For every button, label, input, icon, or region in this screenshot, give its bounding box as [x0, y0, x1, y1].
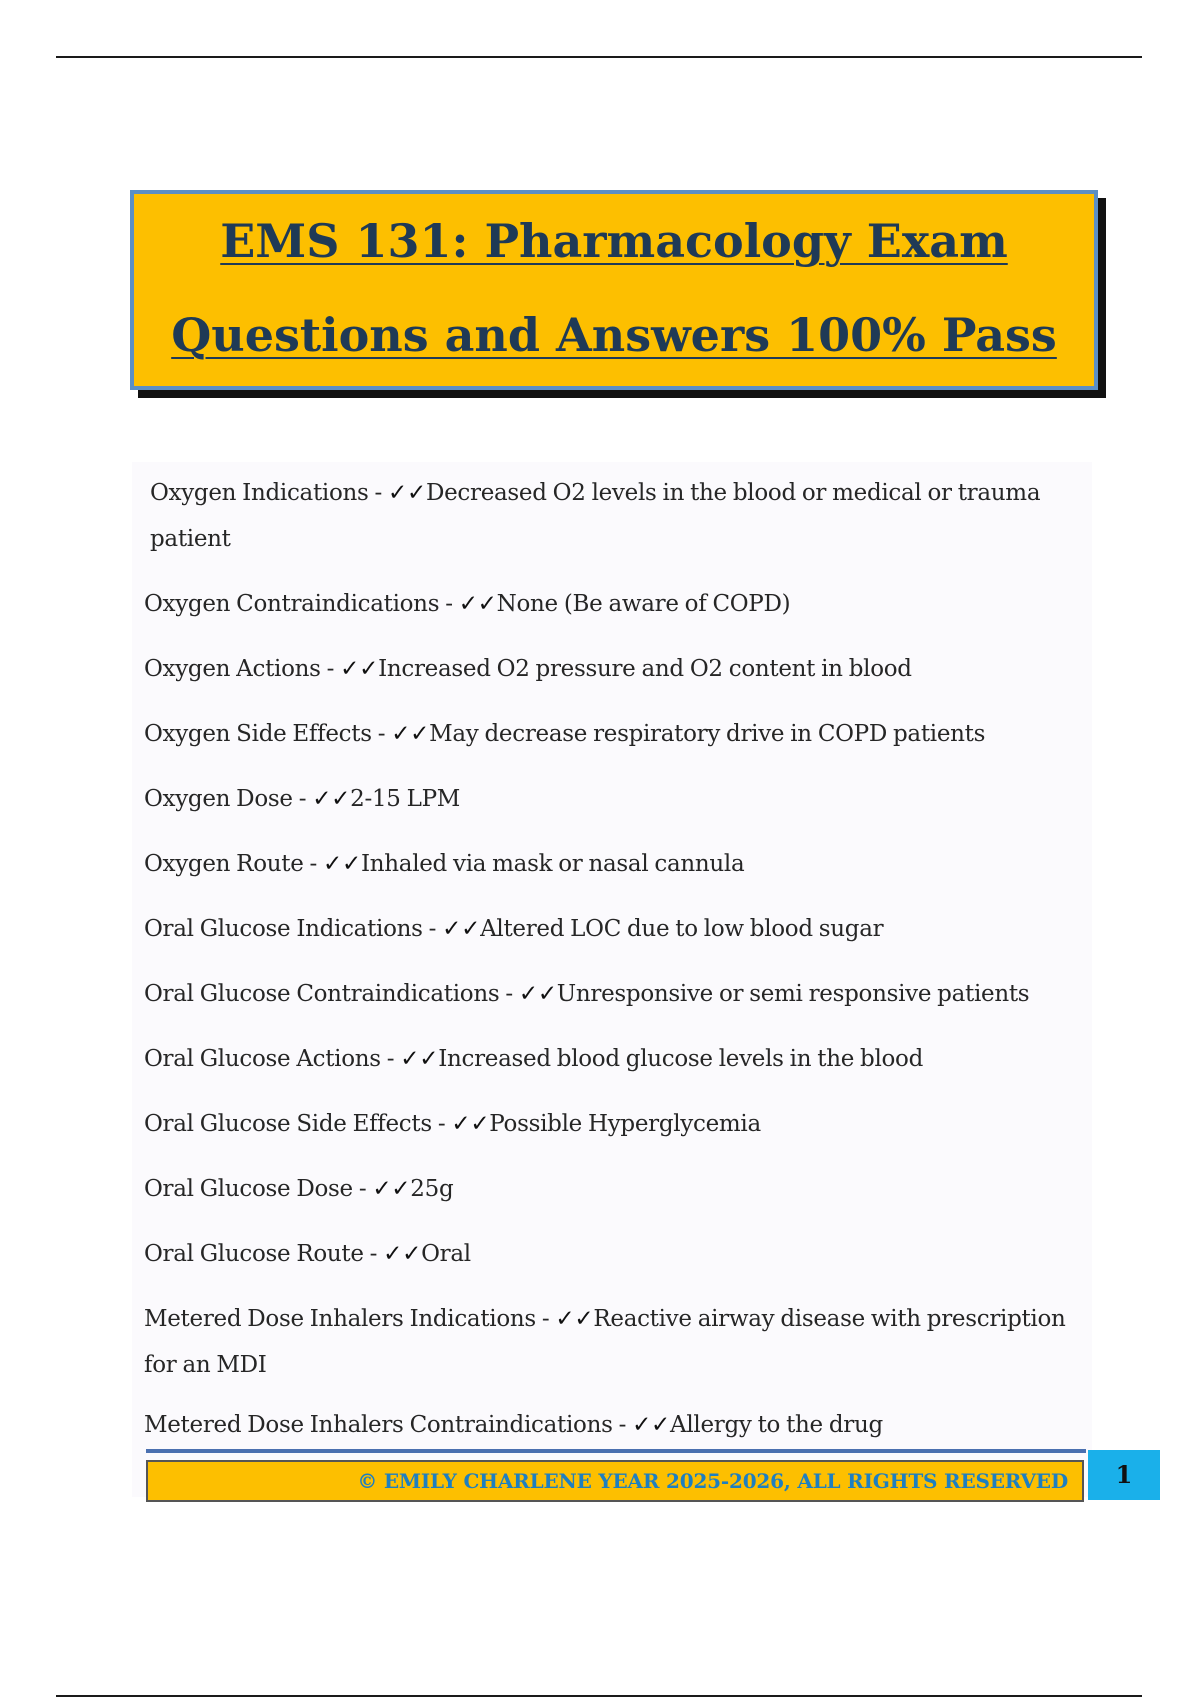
check-icon: ✓✓: [400, 1046, 439, 1072]
qa-item: [144, 1231, 1080, 1277]
qa-answer: Decreased O2 levels in the blood or medical or trauma patient: [150, 480, 1041, 552]
qa-question: Oral Glucose Dose -: [144, 1176, 373, 1202]
qa-question: Oxygen Actions -: [144, 656, 341, 682]
qa-answer: Reactive airway disease with prescription for an MDI: [144, 1306, 1066, 1378]
qa-item: [144, 1402, 1080, 1448]
qa-answer: Altered LOC due to low blood sugar: [480, 916, 884, 942]
qa-item: [144, 581, 1080, 627]
qa-question: Oral Glucose Contraindications -: [144, 981, 519, 1007]
qa-answer: Allergy to the drug: [670, 1412, 883, 1438]
check-icon: ✓✓: [383, 1241, 422, 1267]
qa-answer: Unresponsive or semi responsive patients: [556, 981, 1030, 1007]
qa-answer: May decrease respiratory drive in COPD patients: [429, 721, 986, 747]
page-number: 1: [1115, 1460, 1133, 1489]
qa-question: Oxygen Indications -: [150, 480, 389, 506]
qa-question: Oral Glucose Actions -: [144, 1046, 401, 1072]
bottom-rule: [56, 1695, 1142, 1697]
check-icon: ✓✓: [518, 981, 557, 1007]
title-line-2: Questions and Answers 100% Pass: [171, 308, 1057, 362]
qa-question: Oxygen Route -: [144, 851, 324, 877]
check-icon: ✓✓: [340, 656, 379, 682]
qa-item: [144, 1296, 1080, 1388]
qa-item: [144, 1166, 1080, 1212]
qa-answer: 2-15 LPM: [350, 786, 461, 812]
qa-item: [144, 1036, 1080, 1082]
qa-item: [144, 776, 1080, 822]
check-icon: ✓✓: [555, 1306, 594, 1332]
qa-answer: 25g: [410, 1176, 454, 1202]
qa-answer: Inhaled via mask or nasal cannula: [360, 851, 745, 877]
qa-question: Metered Dose Inhalers Contraindications -: [144, 1412, 633, 1438]
title-banner: [130, 190, 1098, 390]
qa-item: [144, 1101, 1080, 1147]
qa-answer: Increased O2 pressure and O2 content in blood: [378, 656, 912, 682]
qa-question: Metered Dose Inhalers Indications -: [144, 1306, 556, 1332]
check-icon: ✓✓: [391, 721, 430, 747]
title-line-1: EMS 131: Pharmacology Exam: [220, 214, 1008, 268]
qa-answer: Oral: [421, 1241, 471, 1267]
copyright-text: © EMILY CHARLENE YEAR 2025-2026, ALL RIGHTS RESERVED: [357, 1469, 1068, 1493]
qa-question: Oxygen Dose -: [144, 786, 313, 812]
page-number-box: [1088, 1450, 1160, 1500]
qa-content: [132, 462, 1092, 1497]
check-icon: ✓✓: [388, 480, 426, 506]
footer-banner: [146, 1460, 1084, 1502]
qa-item: [144, 711, 1080, 757]
qa-item: [144, 646, 1080, 692]
top-rule: [56, 56, 1142, 58]
check-icon: ✓✓: [442, 916, 481, 942]
check-icon: ✓✓: [458, 591, 497, 617]
qa-item: [144, 841, 1080, 887]
qa-answer: Increased blood glucose levels in the blood: [438, 1046, 924, 1072]
qa-question: Oral Glucose Side Effects -: [144, 1111, 452, 1137]
qa-question: Oral Glucose Indications -: [144, 916, 443, 942]
check-icon: ✓✓: [312, 786, 351, 812]
qa-answer: Possible Hyperglycemia: [489, 1111, 761, 1137]
check-icon: ✓✓: [372, 1176, 411, 1202]
qa-question: Oxygen Contraindications -: [144, 591, 459, 617]
qa-question: Oxygen Side Effects -: [144, 721, 392, 747]
qa-item: [144, 971, 1080, 1017]
qa-answer: None (Be aware of COPD): [496, 591, 791, 617]
check-icon: ✓✓: [632, 1412, 671, 1438]
footer-rule: [146, 1449, 1086, 1453]
check-icon: ✓✓: [323, 851, 361, 877]
qa-question: Oral Glucose Route -: [144, 1241, 384, 1267]
qa-item: [144, 906, 1080, 952]
check-icon: ✓✓: [451, 1111, 490, 1137]
qa-item: [144, 470, 1080, 562]
